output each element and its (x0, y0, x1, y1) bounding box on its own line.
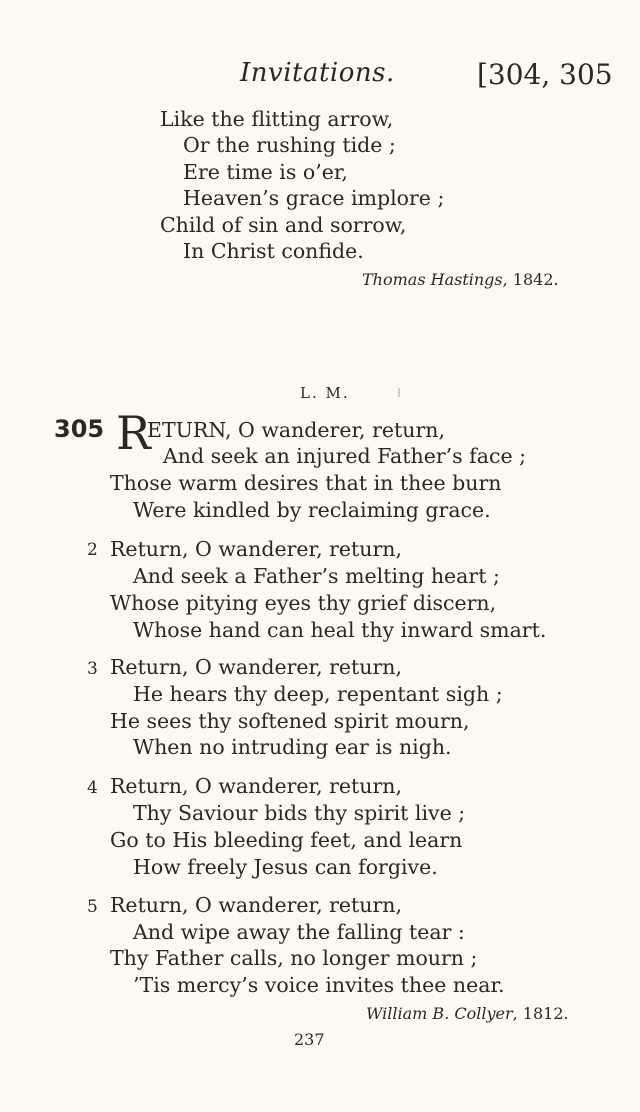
verse-line: Return, O wanderer, return, (110, 537, 402, 561)
author-attribution (362, 270, 559, 289)
verse-line: Return, O wanderer, return, (110, 893, 402, 917)
author-year: , 1812. (512, 1004, 569, 1023)
author-year: , 1842. (502, 270, 559, 289)
verse-line: He hears thy deep, repentant sigh ; (133, 682, 503, 706)
verse-line: Whose pitying eyes thy grief discern, (110, 591, 497, 615)
verse-line: Like the flitting arrow, (160, 107, 394, 131)
verse-line: ’Tis mercy’s voice invites thee near. (133, 973, 505, 997)
verse-line: Heaven’s grace implore ; (183, 186, 445, 210)
verse-line: Those warm desires that in thee burn (110, 471, 502, 495)
verse-line: Thy Father calls, no longer mourn ; (110, 946, 478, 970)
verse-line: Return, O wanderer, return, (110, 655, 402, 679)
drop-cap: R (116, 406, 151, 460)
verse-line: Thy Saviour bids thy spirit live ; (133, 801, 466, 825)
verse-line: Ere time is o’er, (183, 160, 348, 184)
verse-line: How freely Jesus can forgive. (133, 855, 438, 879)
paper-mark (398, 388, 400, 397)
verse-line: And seek an injured Father’s face ; (163, 444, 527, 468)
verse-line: ETURN, O wanderer, return, (147, 418, 445, 442)
verse-line: Return, O wanderer, return, (110, 774, 402, 798)
verse-line: When no intruding ear is nigh. (133, 735, 452, 759)
verse-line: In Christ confide. (183, 239, 364, 263)
verse-line: And wipe away the falling tear : (133, 920, 465, 944)
verse-number: 2 (87, 540, 98, 560)
hymn-range: [304, 305 (477, 58, 613, 91)
verse-line: Whose hand can heal thy inward smart. (133, 618, 547, 642)
verse-line: Child of sin and sorrow, (160, 213, 407, 237)
verse-line: And seek a Father’s melting heart ; (133, 564, 500, 588)
verse-number: 4 (87, 778, 98, 798)
author-name: Thomas Hastings (362, 270, 503, 289)
meter-label: L. M. (300, 384, 350, 402)
verse-line: Or the rushing tide ; (183, 133, 396, 157)
verse-line: He sees thy softened spirit mourn, (110, 709, 470, 733)
hymn-number: 305 (54, 415, 105, 443)
verse-number: 5 (87, 897, 98, 917)
verse-number: 3 (87, 659, 98, 679)
author-name: William B. Collyer (366, 1004, 513, 1023)
running-title: Invitations. (240, 58, 395, 88)
page-number: 237 (294, 1030, 325, 1049)
verse-line: Were kindled by reclaiming grace. (133, 498, 491, 522)
verse-line: Go to His bleeding feet, and learn (110, 828, 463, 852)
author-attribution (366, 1004, 569, 1023)
